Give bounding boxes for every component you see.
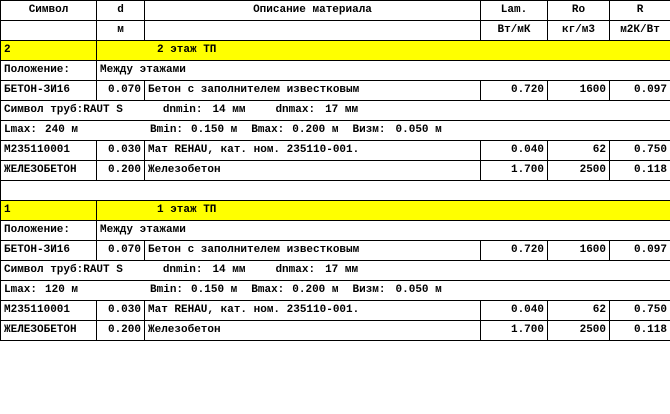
lmax-label: Lmax: xyxy=(4,284,38,296)
block-spacer xyxy=(1,181,670,201)
layer-symbol: ЖЕЛЕЗОБЕТОН xyxy=(1,321,97,341)
bmin-value: 0.150 м xyxy=(191,284,238,296)
layer-lam: 0.040 xyxy=(481,301,548,321)
pipe-info-row-2 xyxy=(1,281,670,301)
layer-r: 0.750 xyxy=(610,141,670,161)
layer-ro: 1600 xyxy=(548,241,610,261)
bmin-label: Bmin: xyxy=(150,284,184,296)
layer-d: 0.200 xyxy=(97,161,145,181)
dnmax-label: dnmax: xyxy=(275,104,316,116)
layer-description: Железобетон xyxy=(145,161,481,181)
layer-description: Мат REHAU, кат. ном. 235110-001. xyxy=(145,301,481,321)
dnmin-value: 14 мм xyxy=(212,104,246,116)
layer-d: 0.030 xyxy=(97,301,145,321)
layer-lam: 1.700 xyxy=(481,161,548,181)
layer-r: 0.118 xyxy=(610,161,670,181)
lmax-label: Lmax: xyxy=(4,124,38,136)
header-d: d xyxy=(97,1,145,21)
layer-symbol: M235110001 xyxy=(1,141,97,161)
layer-ro: 62 xyxy=(548,301,610,321)
pipe-info-row-1 xyxy=(1,261,670,281)
pipe-length-line xyxy=(1,281,670,301)
layer-symbol: ЖЕЛЕЗОБЕТОН xyxy=(1,161,97,181)
pipe-info-row-1 xyxy=(1,101,670,121)
unit-d: м xyxy=(97,21,145,41)
dnmax-value: 17 мм xyxy=(325,264,359,276)
bizm-label: Визм: xyxy=(352,124,386,136)
unit-r: м2К/Вт xyxy=(610,21,670,41)
bmax-value: 0.200 м xyxy=(292,284,339,296)
bmax-label: Bmax: xyxy=(251,124,285,136)
layer-ro: 2500 xyxy=(548,161,610,181)
header-r: R xyxy=(610,1,670,21)
material-layer-row xyxy=(1,241,670,261)
bizm-value: 0.050 м xyxy=(395,284,442,296)
layer-ro: 1600 xyxy=(548,81,610,101)
pipe-type: RAUT S xyxy=(83,264,123,276)
layer-d: 0.070 xyxy=(97,81,145,101)
layer-d: 0.030 xyxy=(97,141,145,161)
bizm-value: 0.050 м xyxy=(395,124,442,136)
layer-r: 0.118 xyxy=(610,321,670,341)
unit-symbol xyxy=(1,21,97,41)
material-layer-row xyxy=(1,81,670,101)
layer-lam: 0.720 xyxy=(481,81,548,101)
bmin-label: Bmin: xyxy=(150,124,184,136)
layer-d: 0.200 xyxy=(97,321,145,341)
material-layer-row xyxy=(1,141,670,161)
pipe-type: RAUT S xyxy=(83,104,123,116)
layer-description: Бетон с заполнителем известковым xyxy=(145,81,481,101)
material-layer-row xyxy=(1,161,670,181)
layer-ro: 62 xyxy=(548,141,610,161)
pipe-length-line xyxy=(1,121,670,141)
header-description: Описание материала xyxy=(145,1,481,21)
layer-r: 0.097 xyxy=(610,241,670,261)
material-layer-row xyxy=(1,301,670,321)
floor-header-row xyxy=(1,41,670,61)
dnmin-label: dnmin: xyxy=(162,104,203,116)
unit-description xyxy=(145,21,481,41)
layer-lam: 1.700 xyxy=(481,321,548,341)
layer-d: 0.070 xyxy=(97,241,145,261)
unit-ro: кг/м3 xyxy=(548,21,610,41)
pipe-symbol-label: Символ труб: xyxy=(4,264,84,276)
position-label: Положение: xyxy=(1,61,97,81)
layer-lam: 0.720 xyxy=(481,241,548,261)
dnmin-value: 14 мм xyxy=(212,264,246,276)
table-header-row xyxy=(1,1,670,21)
position-label: Положение: xyxy=(1,221,97,241)
header-symbol: Символ xyxy=(1,1,97,21)
layer-lam: 0.040 xyxy=(481,141,548,161)
layer-symbol: M235110001 xyxy=(1,301,97,321)
pipe-info-line xyxy=(1,261,670,281)
lmax-value: 120 м xyxy=(45,284,79,296)
position-row xyxy=(1,221,670,241)
layer-r: 0.750 xyxy=(610,301,670,321)
floor-name: 2 этаж ТП xyxy=(97,41,670,61)
floor-number: 1 xyxy=(1,201,97,221)
header-lam: Lam. xyxy=(481,1,548,21)
material-layer-row xyxy=(1,321,670,341)
layer-description: Железобетон xyxy=(145,321,481,341)
layer-description: Мат REHAU, кат. ном. 235110-001. xyxy=(145,141,481,161)
layer-description: Бетон с заполнителем известковым xyxy=(145,241,481,261)
layer-symbol: БЕТОН-ЗИ16 xyxy=(1,81,97,101)
pipe-info-row-2 xyxy=(1,121,670,141)
floor-name: 1 этаж ТП xyxy=(97,201,670,221)
layer-ro: 2500 xyxy=(548,321,610,341)
layer-r: 0.097 xyxy=(610,81,670,101)
bmin-value: 0.150 м xyxy=(191,124,238,136)
bmax-label: Bmax: xyxy=(251,284,285,296)
header-ro: Ro xyxy=(548,1,610,21)
bizm-label: Визм: xyxy=(352,284,386,296)
position-value: Между этажами xyxy=(97,61,670,81)
unit-lam: Вт/мК xyxy=(481,21,548,41)
floor-number: 2 xyxy=(1,41,97,61)
dnmin-label: dnmin: xyxy=(162,264,203,276)
dnmax-label: dnmax: xyxy=(275,264,316,276)
bmax-value: 0.200 м xyxy=(292,124,339,136)
pipe-symbol-label: Символ труб: xyxy=(4,104,84,116)
dnmax-value: 17 мм xyxy=(325,104,359,116)
pipe-info-line xyxy=(1,101,670,121)
table-units-row xyxy=(1,21,670,41)
layer-symbol: БЕТОН-ЗИ16 xyxy=(1,241,97,261)
floor-header-row xyxy=(1,201,670,221)
position-row xyxy=(1,61,670,81)
position-value: Между этажами xyxy=(97,221,670,241)
lmax-value: 240 м xyxy=(45,124,79,136)
